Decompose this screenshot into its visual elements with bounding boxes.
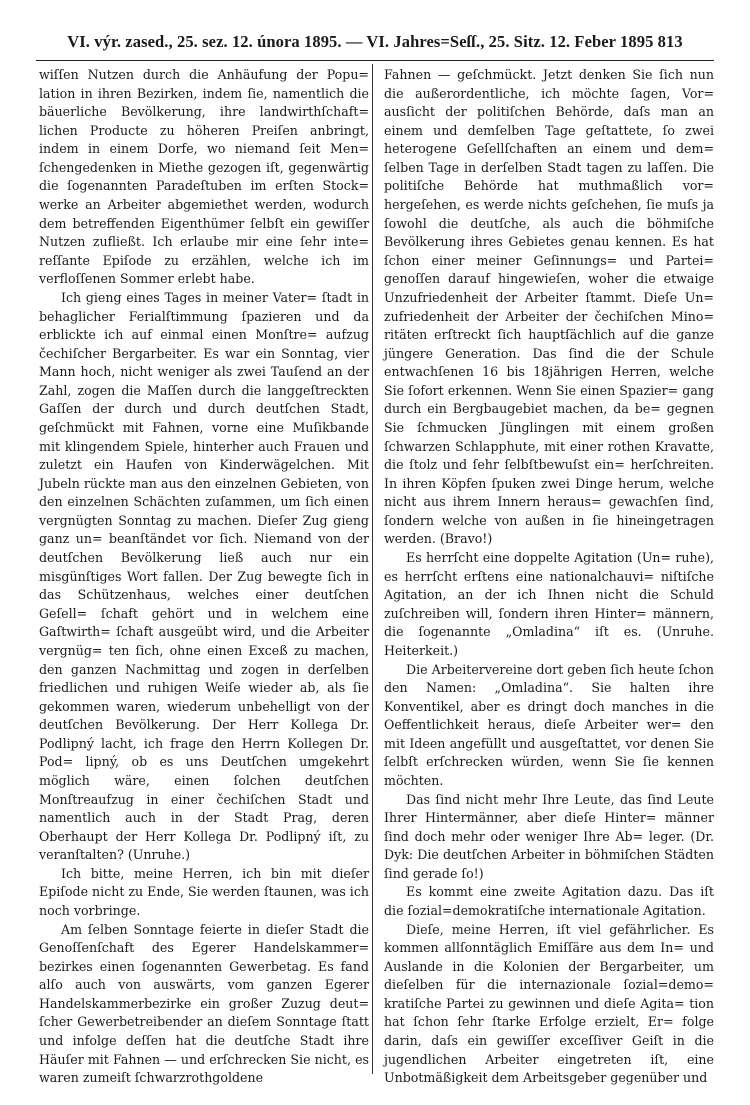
running-header: VI. výr. zased., 25. sez. 12. února 1895. — VI. Jahres=Seſſ., 25. Sitz. 12. Feber 1895 813 <box>67 32 683 51</box>
paragraph: Das ſind nicht mehr Ihre Leute, das ſind Leute Ihrer Hintermänner, aber dieſe Hinter= männer ſind doch mehr oder weniger Ihre Ab= leger. (Dr. Dyk: Die deutſchen Arbeiter in böhmiſchen Städten ſind gerade ſo!) <box>384 791 714 881</box>
column-divider <box>372 64 373 1074</box>
left-column <box>39 66 369 1088</box>
paragraph: Es herrſcht eine doppelte Agitation (Un= ruhe), es herrſcht erſtens eine nationalchauvi= niſtiſche Agitation, an der ich Ihnen nicht die Schuld zuſchreiben will, ſondern ihren Hinter= männern, die ſogenannte „Omladina“ iſt es. (Unruhe. Heiterkeit.) <box>384 550 714 658</box>
paragraph: Die Arbeitervereine dort geben ſich heute ſchon den Namen: „Omladina“. Sie halten ihre Konventikel, aber es dringt doch manches in die Oeffentlichkeit heraus, dieſe Arbeiter wer= den mit Ideen angefüllt und ausgeſtattet, vor denen Sie ſelbſt erſchrecken würden, wenn Sie ſie kennen möchten. <box>384 661 714 788</box>
paragraph: Es kommt eine zweite Agitation dazu. Das iſt die ſozial=demokratiſche internationale Agitation. <box>384 884 714 919</box>
paragraph: Am ſelben Sonntage feierte in dieſer Stadt die Genoſſenſchaft des Egerer Handelskammer= bezirkes einen ſogenannten Gewerbetag. Es fand alſo auch von auswärts, vom ganzen Egerer Handelskammerbezirke ein großer Zuzug deut= ſcher Gewerbetreibender an dieſem Sonntage ſtatt und infolge deſſen hat die deutſche Stadt ihre Häuſer mit Fahnen — und erſchrecken Sie nicht, es waren zumeiſt ſchwarzrothgoldene <box>39 921 369 1086</box>
right-column <box>384 66 714 1088</box>
header-rule <box>36 60 714 61</box>
paragraph: Fahnen — geſchmückt. Jetzt denken Sie ſich nun die außerordentliche, ich möchte ſagen, Vor= ausſicht der politiſchen Behörde, daſs man an einem und demſelben Tage geſtattete, ſo zwei heterogene Geſellſchaften an einem und dem= ſelben Tage in derſelben Stadt tagen zu laſſen. Die politiſche Behörde hat muthmaßlich vor= hergeſehen, es werde nichts geſchehen, ſie muſs ja ſowohl die deutſche, als auch die böhmiſche Bevölkerung ihres Gebietes genau kennen. Es hat ſchon einer meiner Geſinnungs= und Partei= genoſſen darauf hingewieſen, woher die etwaige Unzufriedenheit der Arbeiter ſtammt. Dieſe Un= zufriedenheit der Arbeiter der čechiſchen Mino= ritäten erſtreckt ſich hauptſächlich auf die ganze jüngere Generation. Das ſind die der Schule entwachſenen 16 bis 18jährigen Herren, welche Sie ſofort erkennen. Wenn Sie einen Spazier= gang durch ein Bergbaugebiet machen, da be= gegnen Sie ſchmucken Jünglingen mit einem großen ſchwarzen Schlapphute, mit einer rothen Kravatte, die ſtolz und ſehr ſelbſtbewuſst ein= herſchreiten. In ihren Köpfen ſpuken zwei Dinge herum, welche nicht aus ihrem Innern heraus= gewachſen ſind, ſondern welche von außen in ſie hineingetragen werden. (Bravo!) <box>384 67 714 547</box>
paragraph: wiſſen Nutzen durch die Anhäufung der Popu= lation in ihren Bezirken, indem ſie, namentlich die bäuerliche Bevölkerung, ihre landwirthſchaft= lichen Producte zu höheren Preiſen anbringt, indem in einem Dorfe, wo niemand ſeit Men= ſchengedenken in Miethe gezogen iſt, gegenwärtig die ſogenannten Paradeſtuben im erſten Stock= werke an Arbeiter abgemiethet werden, wodurch dem betreffenden Eigenthümer ſelbſt ein gewiſſer Nutzen zufließt. Ich erlaube mir eine ſehr inte= reſſante Epiſode zu erzählen, welche ich im verfloſſenen Sommer erlebt habe. <box>39 67 369 287</box>
paragraph: Ich bitte, meine Herren, ich bin mit dieſer Epiſode nicht zu Ende, Sie werden ſtaunen, was ich noch vorbringe. <box>39 865 369 919</box>
paragraph: Dieſe, meine Herren, iſt viel gefährlicher. Es kommen allſonntäglich Emiſſäre aus dem In= und Auslande in die Kolonien der Bergarbeiter, um dieſelben für die internazionale ſozial=demo= kratiſche Partei zu gewinnen und dieſe Agita= tion hat ſchon ſehr ſtarke Erfolge erzielt, Er= folge darin, daſs ein gewiſſer exceſſiver Geiſt in die jugendlichen Arbeiter eingetreten iſt, eine Unbotmäßigkeit dem Arbeitsgeber gegenüber und <box>384 921 714 1086</box>
paragraph: Ich gieng eines Tages in meiner Vater= ſtadt in behaglicher Ferialſtimmung ſpazieren und da erblickte ich auf einmal einen Monſtre= aufzug čechiſcher Bergarbeiter. Es war ein Sonntag, vier Mann hoch, nicht weniger als zwei Tauſend an der Zahl, zogen die Maſſen durch die langgeſtreckten Gaſſen der durch und durch deutſchen Stadt, geſchmückt mit Fahnen, vorne eine Muſikbande mit klingendem Spiele, hinterher auch Frauen und zuletzt ein Haufen von Kinderwägelchen. Mit Jubeln rückte man aus den einzelnen Gebieten, von den einzelnen Schächten zuſammen, um ſich einen vergnügten Sonntag zu machen. Dieſer Zug gieng ganz un= beanſtändet vor ſich. Niemand von der deutſchen Bevölkerung ließ auch nur ein misgünſtiges Wort fallen. Der Zug bewegte ſich in das Schützenhaus, welches einer deutſchen Geſell= ſchaft gehört und in welchem eine Gaſtwirth= ſchaft ausgeübt wird, und die Arbeiter vergnüg= ten ſich, ohne einen Exceß zu machen, den ganzen Nachmittag und zogen in derſelben friedlichen und ruhigen Weiſe wieder ab, als ſie gekommen waren, wiederum unbehelligt von der deutſchen Bevölkerung. Der Herr Kollega Dr. Podlipný lacht, ich frage den Herrn Kollegen Dr. Pod= lipný, ob es uns Deutſchen umgekehrt möglich wäre, einen ſolchen deutſchen Monſtreaufzug in einer čechiſchen Stadt und namentlich auch in der Stadt Prag, deren Oberhaupt der Herr Kollega Dr. Podlipný iſt, zu veranſtalten? (Unruhe.) <box>39 289 369 863</box>
